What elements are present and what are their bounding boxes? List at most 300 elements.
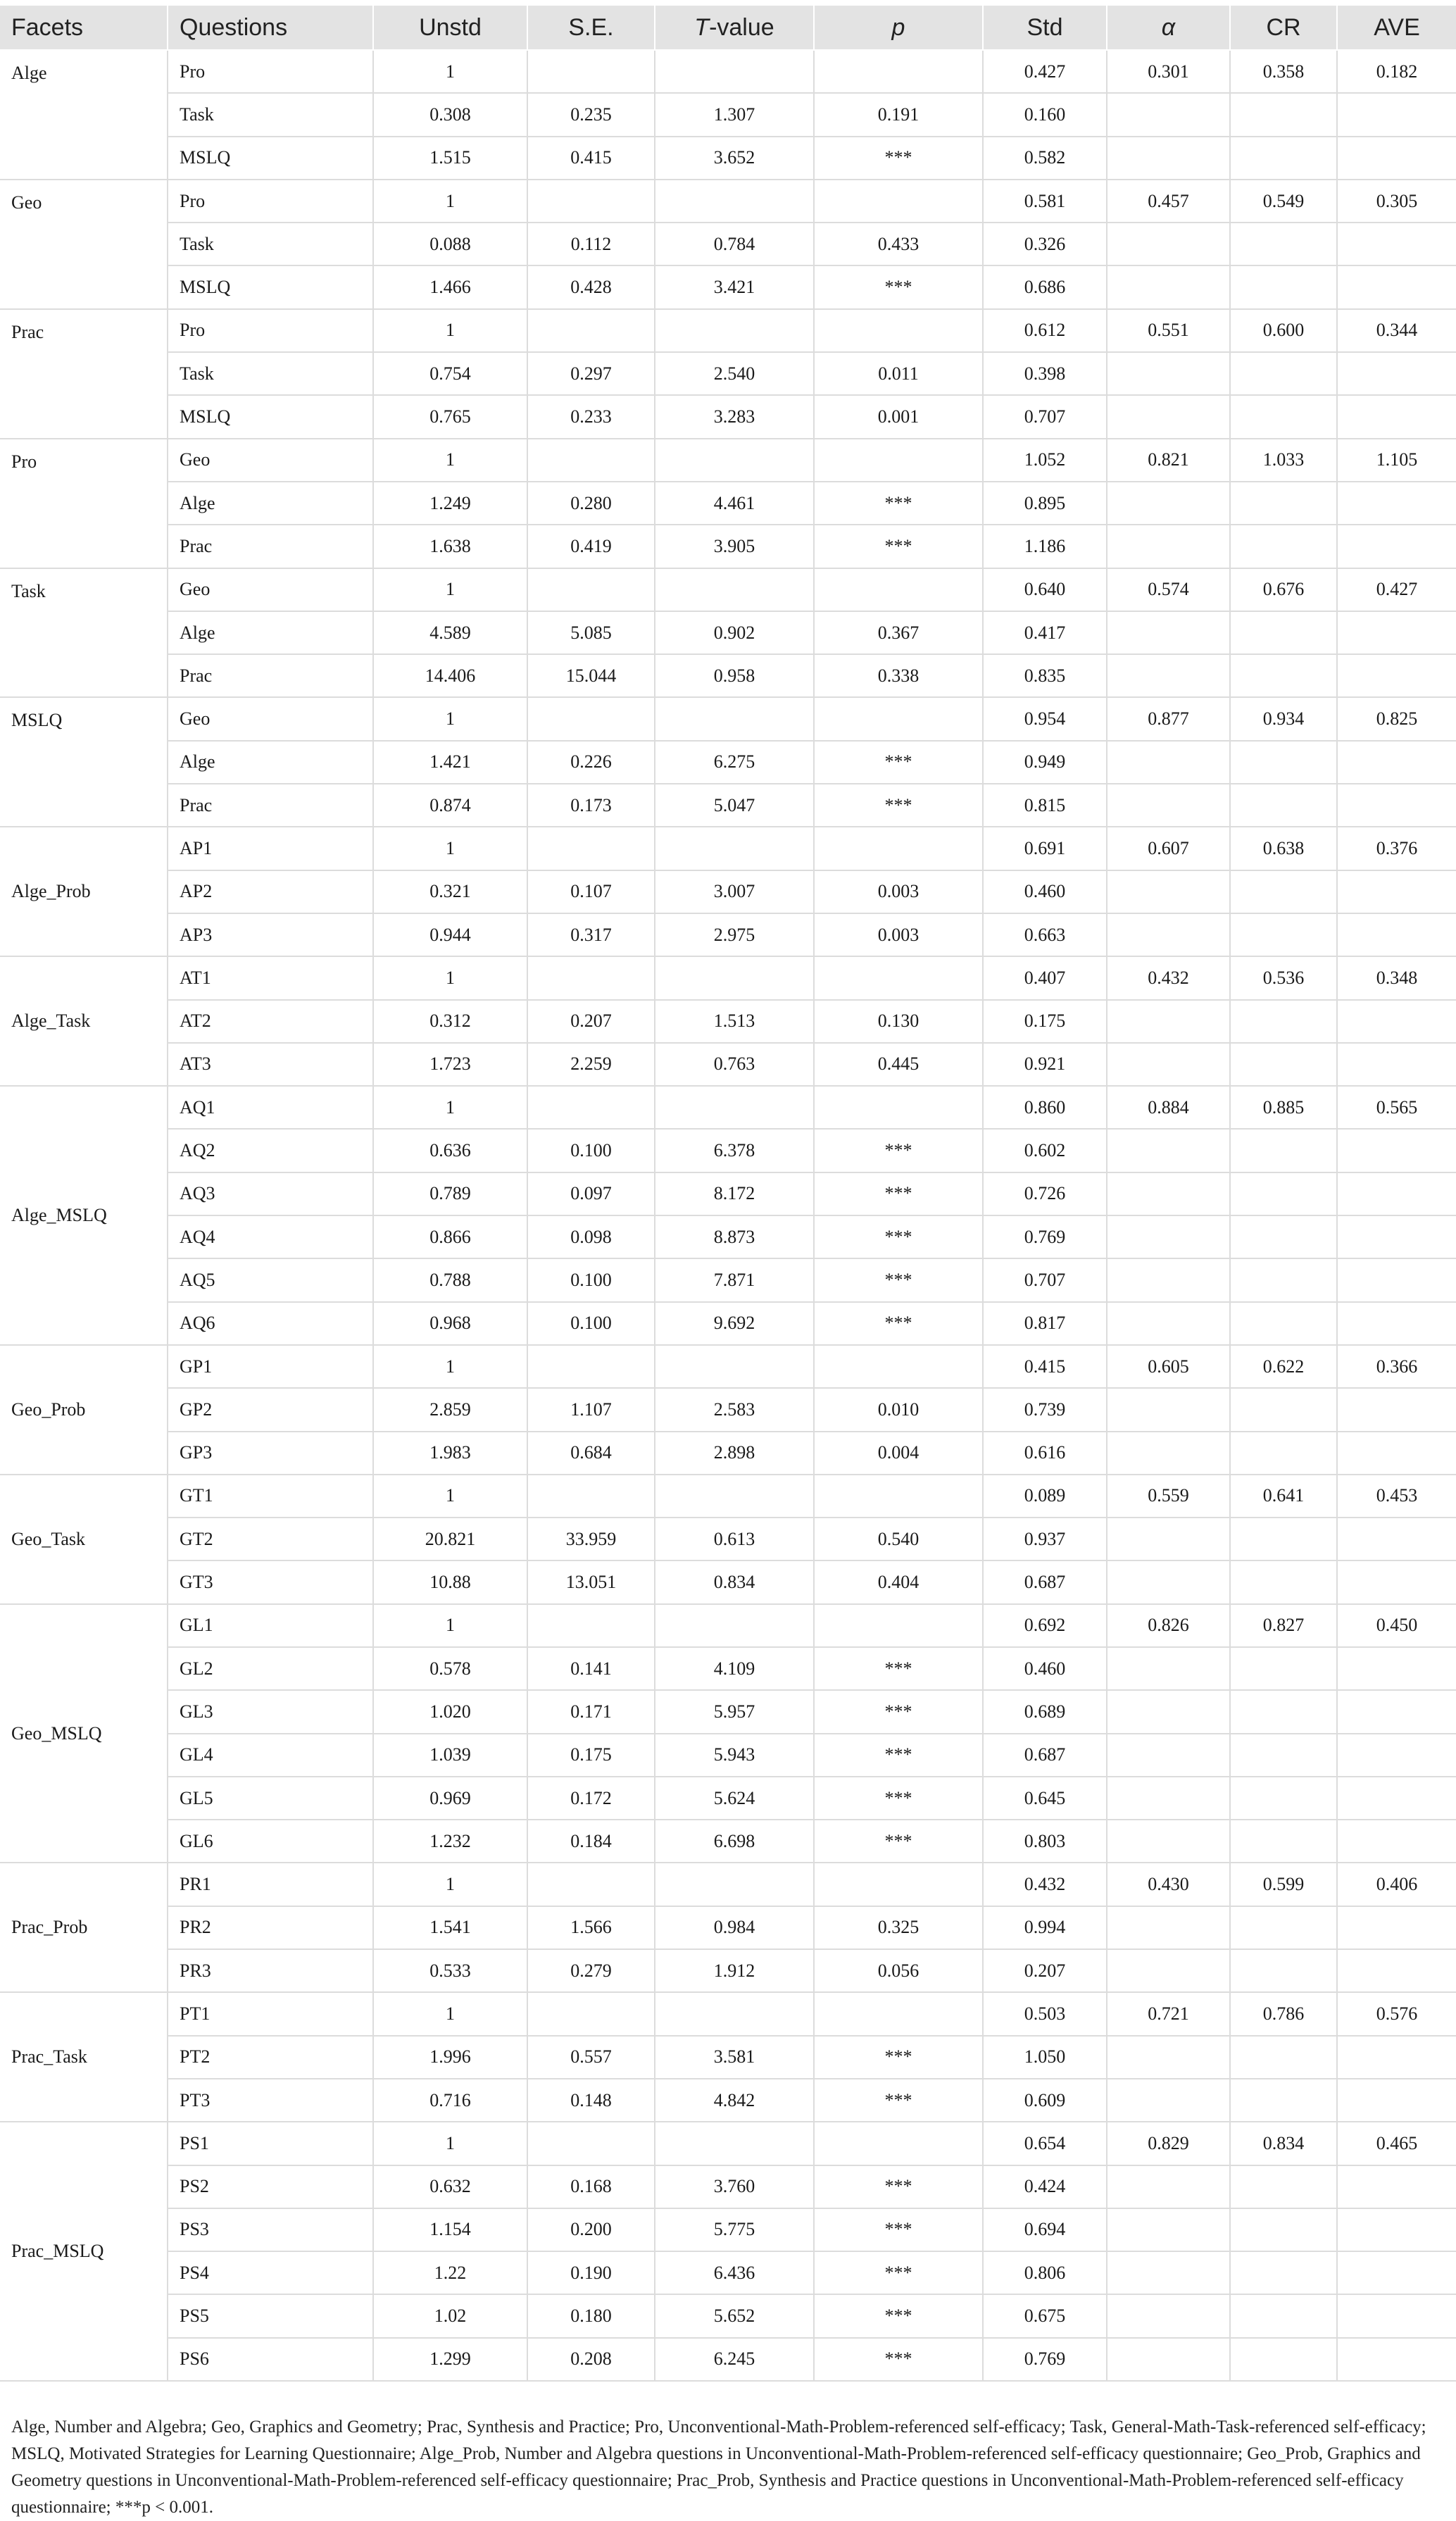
alpha-cell: 0.829 [1107, 2122, 1230, 2165]
alpha-cell [1107, 1647, 1230, 1690]
se-cell: 0.415 [527, 137, 655, 180]
header-p: p [814, 6, 983, 50]
se-cell [527, 2122, 655, 2165]
t-value-cell: 5.957 [655, 1690, 814, 1733]
std-cell: 0.654 [983, 2122, 1107, 2165]
question-cell: GP1 [168, 1345, 373, 1388]
t-value-cell: 6.698 [655, 1820, 814, 1863]
alpha-cell [1107, 1388, 1230, 1431]
alpha-cell [1107, 395, 1230, 438]
cr-cell: 1.033 [1230, 439, 1337, 482]
se-cell: 0.207 [527, 1000, 655, 1043]
unstd-cell: 1 [373, 1992, 527, 2035]
alpha-cell [1107, 1129, 1230, 1172]
se-cell: 0.098 [527, 1215, 655, 1258]
se-cell [527, 309, 655, 352]
se-cell: 0.173 [527, 784, 655, 827]
t-value-cell: 3.581 [655, 2036, 814, 2079]
std-cell: 0.326 [983, 223, 1107, 265]
cr-cell [1230, 1215, 1337, 1258]
facet-cell: Geo_MSLQ [0, 1604, 168, 1863]
se-cell: 0.428 [527, 265, 655, 308]
cr-cell [1230, 1518, 1337, 1560]
t-value-cell: 5.047 [655, 784, 814, 827]
p-value-cell [814, 1863, 983, 1906]
cr-cell [1230, 2165, 1337, 2208]
table-row [0, 654, 1456, 697]
t-value-cell: 3.283 [655, 395, 814, 438]
ave-cell: 0.576 [1337, 1992, 1456, 2035]
unstd-cell: 1.020 [373, 1690, 527, 1733]
question-cell: GT2 [168, 1518, 373, 1560]
std-cell: 0.609 [983, 2079, 1107, 2122]
header-cr: CR [1230, 6, 1337, 50]
alpha-cell [1107, 265, 1230, 308]
header-ave: AVE [1337, 6, 1456, 50]
facet-cell: Prac_MSLQ [0, 2122, 168, 2381]
question-cell: PT3 [168, 2079, 373, 2122]
facet-cell: Pro [0, 439, 168, 568]
alpha-cell [1107, 913, 1230, 956]
cr-cell [1230, 1172, 1337, 1215]
alpha-cell [1107, 2036, 1230, 2079]
table-row [0, 395, 1456, 438]
alpha-cell [1107, 1258, 1230, 1301]
p-value-cell: *** [814, 1302, 983, 1345]
se-cell: 13.051 [527, 1560, 655, 1603]
p-value-cell: *** [814, 265, 983, 308]
table-row [0, 93, 1456, 136]
facet-cell: Prac_Task [0, 1992, 168, 2122]
p-value-cell: *** [814, 1690, 983, 1733]
ave-cell [1337, 223, 1456, 265]
se-cell: 1.107 [527, 1388, 655, 1431]
p-value-cell [814, 827, 983, 870]
unstd-cell: 1.515 [373, 137, 527, 180]
alpha-cell [1107, 1777, 1230, 1820]
question-cell: Task [168, 223, 373, 265]
se-cell [527, 1086, 655, 1129]
std-cell: 0.207 [983, 1949, 1107, 1992]
std-cell: 0.707 [983, 1258, 1107, 1301]
table-row [0, 1258, 1456, 1301]
unstd-cell: 0.321 [373, 870, 527, 913]
cr-cell [1230, 2036, 1337, 2079]
unstd-cell: 1 [373, 697, 527, 740]
alpha-cell: 0.301 [1107, 50, 1230, 93]
ave-cell [1337, 1734, 1456, 1777]
p-value-cell: 0.338 [814, 654, 983, 697]
ave-cell [1337, 654, 1456, 697]
std-cell: 0.689 [983, 1690, 1107, 1733]
question-cell: MSLQ [168, 395, 373, 438]
t-value-cell: 2.898 [655, 1432, 814, 1475]
unstd-cell: 1 [373, 180, 527, 223]
unstd-cell: 1.154 [373, 2208, 527, 2251]
t-value-cell [655, 1345, 814, 1388]
alpha-cell [1107, 1518, 1230, 1560]
alpha-cell: 0.574 [1107, 568, 1230, 611]
unstd-cell: 1 [373, 439, 527, 482]
header-alpha: α [1107, 6, 1230, 50]
ave-cell [1337, 784, 1456, 827]
ave-cell [1337, 525, 1456, 568]
alpha-cell: 0.605 [1107, 1345, 1230, 1388]
p-value-cell [814, 1345, 983, 1388]
ave-cell: 0.344 [1337, 309, 1456, 352]
facet-cell: Alge_MSLQ [0, 1086, 168, 1345]
ave-cell: 0.406 [1337, 1863, 1456, 1906]
question-cell: AT1 [168, 956, 373, 999]
unstd-cell: 0.866 [373, 1215, 527, 1258]
t-value-cell: 2.975 [655, 913, 814, 956]
ave-cell: 0.366 [1337, 1345, 1456, 1388]
unstd-cell: 1 [373, 1345, 527, 1388]
t-value-cell: 8.873 [655, 1215, 814, 1258]
se-cell: 0.317 [527, 913, 655, 956]
std-cell: 0.686 [983, 265, 1107, 308]
std-cell: 0.417 [983, 611, 1107, 654]
t-value-cell: 4.842 [655, 2079, 814, 2122]
t-value-cell [655, 50, 814, 93]
p-value-cell [814, 50, 983, 93]
std-cell: 0.835 [983, 654, 1107, 697]
cr-cell: 0.786 [1230, 1992, 1337, 2035]
cr-cell [1230, 265, 1337, 308]
alpha-cell [1107, 611, 1230, 654]
header-std: Std [983, 6, 1107, 50]
alpha-cell: 0.877 [1107, 697, 1230, 740]
question-cell: MSLQ [168, 137, 373, 180]
t-value-cell [655, 1086, 814, 1129]
std-cell: 0.937 [983, 1518, 1107, 1560]
cr-cell [1230, 223, 1337, 265]
ave-cell: 0.825 [1337, 697, 1456, 740]
ave-cell [1337, 1129, 1456, 1172]
table-row [0, 1820, 1456, 1863]
table-row [0, 309, 1456, 352]
cr-cell [1230, 654, 1337, 697]
t-value-cell: 5.943 [655, 1734, 814, 1777]
unstd-cell: 0.088 [373, 223, 527, 265]
question-cell: Geo [168, 439, 373, 482]
ave-cell [1337, 1432, 1456, 1475]
se-cell [527, 956, 655, 999]
header-facets: Facets [0, 6, 168, 50]
question-cell: AT2 [168, 1000, 373, 1043]
cr-cell [1230, 784, 1337, 827]
cr-cell [1230, 741, 1337, 784]
ave-cell [1337, 352, 1456, 395]
ave-cell [1337, 1949, 1456, 1992]
p-value-cell: 0.433 [814, 223, 983, 265]
t-value-cell: 9.692 [655, 1302, 814, 1345]
se-cell: 0.200 [527, 2208, 655, 2251]
facet-cell: Prac [0, 309, 168, 439]
t-value-cell [655, 956, 814, 999]
alpha-cell: 0.457 [1107, 180, 1230, 223]
ave-cell [1337, 1820, 1456, 1863]
cr-cell [1230, 137, 1337, 180]
alpha-cell [1107, 654, 1230, 697]
se-cell: 0.208 [527, 2338, 655, 2381]
std-cell: 0.398 [983, 352, 1107, 395]
t-value-cell: 6.436 [655, 2251, 814, 2294]
ave-cell [1337, 93, 1456, 136]
unstd-cell: 1.638 [373, 525, 527, 568]
ave-cell [1337, 2294, 1456, 2337]
t-value-cell [655, 1992, 814, 2035]
unstd-cell: 1 [373, 309, 527, 352]
alpha-cell [1107, 2251, 1230, 2294]
table-row [0, 1129, 1456, 1172]
t-value-cell [655, 568, 814, 611]
ave-cell [1337, 1647, 1456, 1690]
unstd-cell: 4.589 [373, 611, 527, 654]
alpha-cell [1107, 1906, 1230, 1949]
std-cell: 0.803 [983, 1820, 1107, 1863]
se-cell [527, 1992, 655, 2035]
table-row [0, 2338, 1456, 2381]
facet-cell: Alge_Prob [0, 827, 168, 956]
ave-cell [1337, 741, 1456, 784]
std-cell: 1.052 [983, 439, 1107, 482]
question-cell: GT3 [168, 1560, 373, 1603]
table-row [0, 1604, 1456, 1647]
question-cell: GL1 [168, 1604, 373, 1647]
t-value-cell [655, 2122, 814, 2165]
std-cell: 0.602 [983, 1129, 1107, 1172]
t-value-cell: 6.245 [655, 2338, 814, 2381]
p-value-cell: *** [814, 137, 983, 180]
table-row [0, 611, 1456, 654]
alpha-cell [1107, 2294, 1230, 2337]
ave-cell [1337, 2036, 1456, 2079]
alpha-cell [1107, 2079, 1230, 2122]
question-cell: Alge [168, 611, 373, 654]
ave-cell [1337, 1518, 1456, 1560]
p-value-cell: *** [814, 741, 983, 784]
unstd-cell: 0.788 [373, 1258, 527, 1301]
se-cell [527, 1604, 655, 1647]
table-row [0, 1863, 1456, 1906]
table-row [0, 2165, 1456, 2208]
ave-cell [1337, 2338, 1456, 2381]
unstd-cell: 0.533 [373, 1949, 527, 1992]
ave-cell [1337, 1777, 1456, 1820]
se-cell: 0.184 [527, 1820, 655, 1863]
question-cell: Task [168, 352, 373, 395]
p-value-cell: *** [814, 1215, 983, 1258]
se-cell [527, 50, 655, 93]
std-cell: 0.994 [983, 1906, 1107, 1949]
table-row [0, 137, 1456, 180]
t-value-cell: 2.583 [655, 1388, 814, 1431]
table-row [0, 2251, 1456, 2294]
std-cell: 0.921 [983, 1043, 1107, 1086]
t-value-cell: 1.513 [655, 1000, 814, 1043]
alpha-cell [1107, 1734, 1230, 1777]
se-cell: 0.112 [527, 223, 655, 265]
p-value-cell: *** [814, 1258, 983, 1301]
question-cell: AQ1 [168, 1086, 373, 1129]
question-cell: GL3 [168, 1690, 373, 1733]
table-row [0, 956, 1456, 999]
alpha-cell [1107, 741, 1230, 784]
p-value-cell: *** [814, 2208, 983, 2251]
ave-cell [1337, 2208, 1456, 2251]
alpha-cell [1107, 1820, 1230, 1863]
ave-cell [1337, 2079, 1456, 2122]
p-value-cell: 0.191 [814, 93, 983, 136]
unstd-cell: 14.406 [373, 654, 527, 697]
table-row [0, 50, 1456, 93]
question-cell: GL6 [168, 1820, 373, 1863]
cr-cell: 0.934 [1230, 697, 1337, 740]
cr-cell [1230, 395, 1337, 438]
unstd-cell: 2.859 [373, 1388, 527, 1431]
ave-cell: 0.182 [1337, 50, 1456, 93]
table-row [0, 2122, 1456, 2165]
std-cell: 1.186 [983, 525, 1107, 568]
question-cell: Pro [168, 309, 373, 352]
table-row [0, 784, 1456, 827]
se-cell: 2.259 [527, 1043, 655, 1086]
question-cell: PT1 [168, 1992, 373, 2035]
alpha-cell: 0.551 [1107, 309, 1230, 352]
p-value-cell [814, 568, 983, 611]
cr-cell [1230, 1734, 1337, 1777]
cr-cell: 0.536 [1230, 956, 1337, 999]
unstd-cell: 0.578 [373, 1647, 527, 1690]
t-value-cell [655, 180, 814, 223]
se-cell: 1.566 [527, 1906, 655, 1949]
unstd-cell: 0.944 [373, 913, 527, 956]
ave-cell: 0.453 [1337, 1475, 1456, 1518]
ave-cell: 0.565 [1337, 1086, 1456, 1129]
se-cell: 5.085 [527, 611, 655, 654]
std-cell: 0.415 [983, 1345, 1107, 1388]
cr-cell: 0.599 [1230, 1863, 1337, 1906]
question-cell: Prac [168, 525, 373, 568]
se-cell: 0.171 [527, 1690, 655, 1733]
alpha-cell: 0.821 [1107, 439, 1230, 482]
table-row [0, 352, 1456, 395]
unstd-cell: 0.789 [373, 1172, 527, 1215]
alpha-cell [1107, 784, 1230, 827]
unstd-cell: 0.754 [373, 352, 527, 395]
std-cell: 0.769 [983, 2338, 1107, 2381]
cr-cell [1230, 1258, 1337, 1301]
alpha-cell [1107, 1000, 1230, 1043]
cr-cell [1230, 1000, 1337, 1043]
unstd-cell: 1.466 [373, 265, 527, 308]
unstd-cell: 1.02 [373, 2294, 527, 2337]
question-cell: PS4 [168, 2251, 373, 2294]
cr-cell [1230, 482, 1337, 525]
header-t-value [655, 6, 814, 50]
question-cell: AQ5 [168, 1258, 373, 1301]
cr-cell [1230, 2251, 1337, 2294]
ave-cell [1337, 611, 1456, 654]
t-value-cell [655, 439, 814, 482]
p-value-cell [814, 1604, 983, 1647]
se-cell: 0.233 [527, 395, 655, 438]
question-cell: PS5 [168, 2294, 373, 2337]
question-cell: Alge [168, 741, 373, 784]
table-row [0, 913, 1456, 956]
p-value-cell [814, 180, 983, 223]
question-cell: Alge [168, 482, 373, 525]
unstd-cell: 1 [373, 1604, 527, 1647]
question-cell: PR2 [168, 1906, 373, 1949]
se-cell [527, 568, 655, 611]
alpha-cell: 0.432 [1107, 956, 1230, 999]
table-row [0, 1172, 1456, 1215]
unstd-cell: 1 [373, 50, 527, 93]
unstd-cell: 1.983 [373, 1432, 527, 1475]
std-cell: 0.582 [983, 137, 1107, 180]
std-cell: 0.687 [983, 1734, 1107, 1777]
std-cell: 0.460 [983, 1647, 1107, 1690]
cr-cell: 0.641 [1230, 1475, 1337, 1518]
se-cell: 15.044 [527, 654, 655, 697]
std-cell: 0.687 [983, 1560, 1107, 1603]
unstd-cell: 1 [373, 568, 527, 611]
table-row [0, 741, 1456, 784]
p-value-cell: *** [814, 1129, 983, 1172]
header-t-suffix: -value [709, 13, 774, 41]
table-row [0, 1475, 1456, 1518]
std-cell: 0.645 [983, 1777, 1107, 1820]
p-value-cell: *** [814, 525, 983, 568]
facet-cell: Geo_Task [0, 1475, 168, 1604]
table-row [0, 870, 1456, 913]
t-value-cell: 0.613 [655, 1518, 814, 1560]
std-cell: 0.616 [983, 1432, 1107, 1475]
p-value-cell: *** [814, 2079, 983, 2122]
question-cell: PR3 [168, 1949, 373, 1992]
alpha-cell [1107, 1302, 1230, 1345]
unstd-cell: 1.299 [373, 2338, 527, 2381]
question-cell: PS2 [168, 2165, 373, 2208]
table-row [0, 2036, 1456, 2079]
table-row [0, 1906, 1456, 1949]
facet-cell: Alge_Task [0, 956, 168, 1086]
alpha-cell [1107, 1690, 1230, 1733]
ave-cell [1337, 1906, 1456, 1949]
ave-cell [1337, 1043, 1456, 1086]
cr-cell [1230, 1560, 1337, 1603]
std-cell: 0.432 [983, 1863, 1107, 1906]
unstd-cell: 1 [373, 1863, 527, 1906]
se-cell: 0.684 [527, 1432, 655, 1475]
table-row [0, 265, 1456, 308]
p-value-cell [814, 1475, 983, 1518]
p-value-cell: *** [814, 482, 983, 525]
std-cell: 0.612 [983, 309, 1107, 352]
std-cell: 0.949 [983, 741, 1107, 784]
unstd-cell: 1.249 [373, 482, 527, 525]
p-value-cell: *** [814, 1820, 983, 1863]
table-row [0, 1043, 1456, 1086]
alpha-cell [1107, 223, 1230, 265]
ave-cell: 0.450 [1337, 1604, 1456, 1647]
p-value-cell: 0.003 [814, 870, 983, 913]
table-footnote: Alge, Number and Algebra; Geo, Graphics and Geometry; Prac, Synthesis and Practice; Pro, Unconventional-Math-Problem-referenced self-efficacy; Task, General-Math-Task-referenced self-efficacy; MSLQ, Motivated Strategies for Learning Questionnaire; Alge_Prob, Number and Algebra questions in Unconventional-Math-Problem-referenced self-efficacy questionnaire; Geo_Prob, Graphics and Geometry questions in Unconventional-Math-Problem-referenced self-efficacy questionnaire; Prac_Prob, Synthesis and Practice questions in Unconventional-Math-Problem-referenced self-efficacy questionnaire; ***p < 0.001. [11, 2417, 1426, 2517]
t-value-cell: 5.775 [655, 2208, 814, 2251]
se-cell: 0.107 [527, 870, 655, 913]
